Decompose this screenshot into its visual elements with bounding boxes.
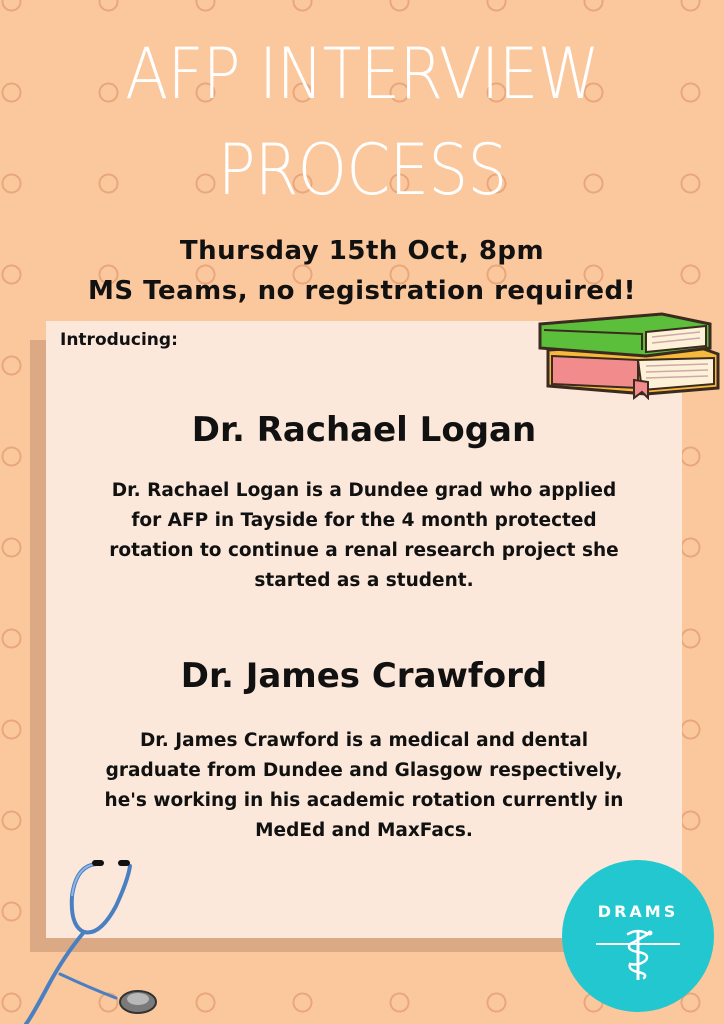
title-line-1: AFP INTERVIEW [125, 33, 599, 115]
caduceus-icon [592, 924, 684, 982]
speaker-2-bio [66, 726, 662, 846]
date-line: Thursday 15th Oct, 8pm [179, 236, 545, 266]
title-line-2: PROCESS [217, 129, 507, 211]
bio-line: MedEd and MaxFacs. [255, 820, 473, 841]
speaker-1-bio [66, 476, 662, 596]
bio-line: Dr. James Crawford is a medical and dental [139, 730, 589, 751]
speaker-2-name: Dr. James Crawford [180, 656, 548, 696]
bio-line: for AFP in Tayside for the 4 month protected [131, 510, 597, 531]
speaker-1-name: Dr. Rachael Logan [191, 410, 537, 450]
logo-text: DRAMS [597, 902, 679, 921]
stethoscope-icon [20, 856, 180, 1024]
venue-line: MS Teams, no registration required! [88, 276, 636, 306]
intro-label: Introducing: [60, 330, 178, 350]
bio-line: started as a student. [254, 570, 474, 591]
books-icon [534, 308, 722, 400]
drams-logo [562, 860, 714, 1012]
bio-line: rotation to continue a renal research project she [109, 540, 619, 561]
bio-line: graduate from Dundee and Glasgow respectively, [105, 760, 623, 781]
poster-title [36, 26, 688, 218]
bio-line: he's working in his academic rotation currently in [104, 790, 624, 811]
bio-line: Dr. Rachael Logan is a Dundee grad who applied [111, 480, 617, 501]
